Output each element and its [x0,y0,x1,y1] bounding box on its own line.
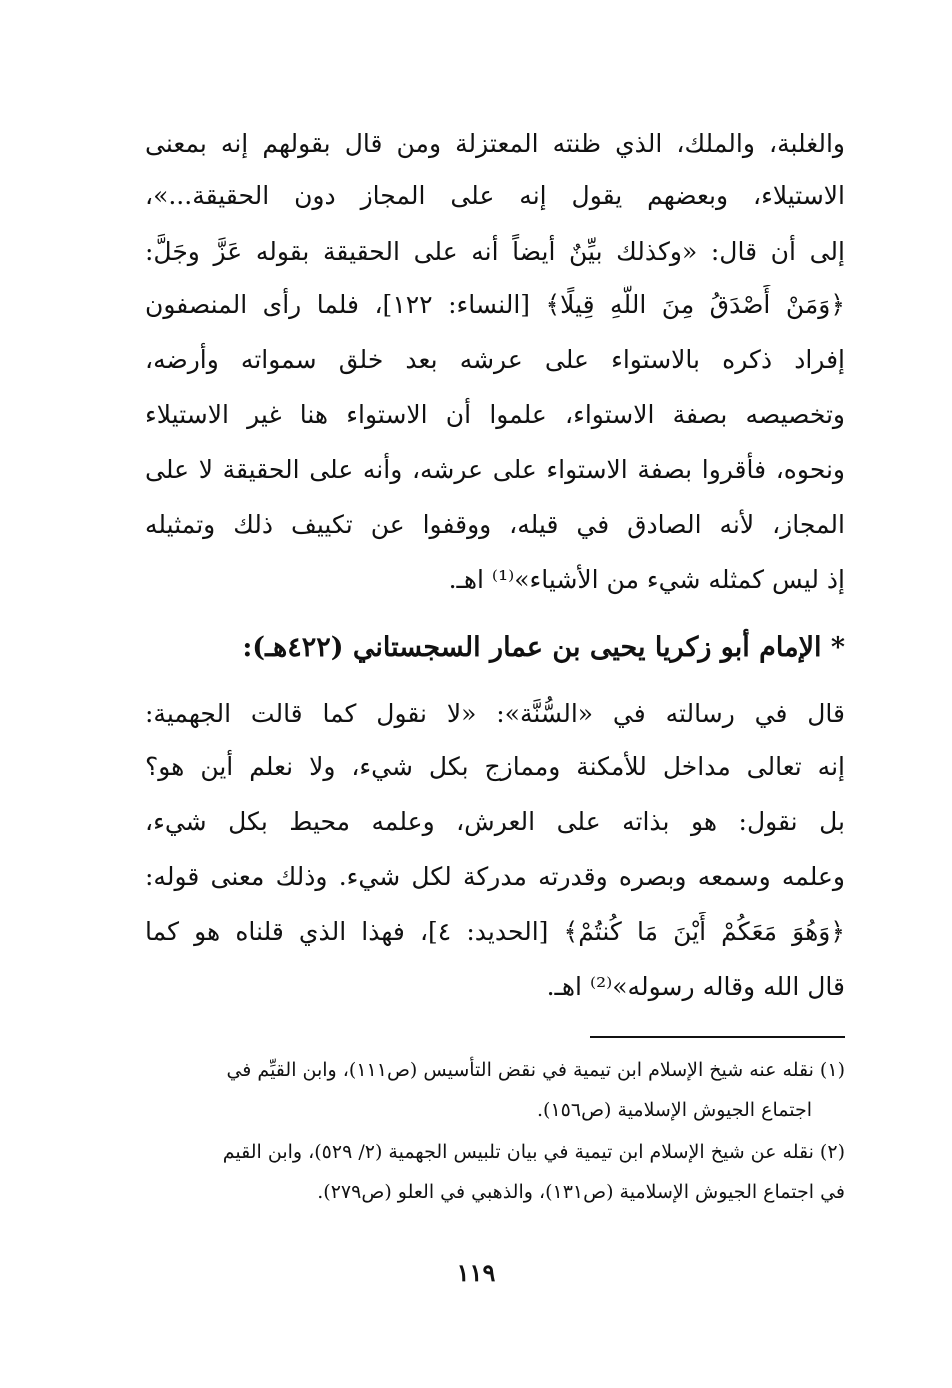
footnote-separator [590,1036,845,1038]
body-line: إلى أن قال: «وكذلك بيِّنٌ أيضاً أنه على الحقيقة بقوله عَزَّ وجَلَّ: [145,237,845,266]
body-line: إنه تعالى مداخل للأمكنة وممازج بكل شيء، ولا نعلم أين هو؟ [145,752,845,781]
footnote-line: (١) نقله عنه شيخ الإسلام ابن تيمية في نقض التأسيس (ص١١١)، وابن القيِّم في [226,1059,845,1081]
body-line: الاستيلاء، وبعضهم يقول إنه على المجاز دون الحقيقة...»، [145,181,845,210]
footnote-line: (٢) نقله عن شيخ الإسلام ابن تيمية في بيان تلبيس الجهمية (٢/ ٥٢٩)، وابن القيم [222,1141,845,1163]
body-line: وعلمه وسمعه وبصره وقدرته مدركة لكل شيء. وذلك معنى قوله: [145,862,845,891]
body-line: وتخصيصه بصفة الاستواء، علموا أن الاستواء هنا غير الاستيلاء [145,400,845,429]
footnote-line: في اجتماع الجيوش الإسلامية (ص١٣١)، والذهبي في العلو (ص٢٧٩). [317,1181,845,1203]
page-number: ١١٩ [456,1258,496,1287]
body-line: قال في رسالته في «السُّنَّة»: «لا نقول كما قالت الجهمية: [145,699,845,728]
body-line: قال الله وقاله رسوله»⁽²⁾ اهـ. [546,972,845,1001]
body-line: بل نقول: هو بذاته على العرش، وعلمه محيط بكل شيء، [145,807,845,836]
body-line: ﴿وَهُوَ مَعَكُمْ أَيْنَ مَا كُنتُمْ﴾ [الحديد: ٤]، فهذا الذي قلناه هو كما [145,917,845,946]
body-line: والغلبة، والملك، الذي ظنته المعتزلة ومن قال بقولهم إنه بمعنى [145,129,845,158]
body-line: إفراد ذكره بالاستواء على عرشه بعد خلق سمواته وأرضه، [145,345,845,374]
body-line: ونحوه، فأقروا بصفة الاستواء على عرشه، وأنه على الحقيقة لا على [145,455,845,484]
section-heading: * الإمام أبو زكريا يحيى بن عمار السجستاني (٤٢٢هـ): [242,632,845,663]
body-line: المجاز، لأنه الصادق في قيله، ووقفوا عن تكييف ذلك وتمثيله [145,510,845,539]
footnote-line: اجتماع الجيوش الإسلامية (ص١٥٦). [537,1099,812,1121]
body-line: إذ ليس كمثله شيء من الأشياء»⁽¹⁾ اهـ. [448,565,845,594]
body-line: ﴿وَمَنْ أَصْدَقُ مِنَ اللَّهِ قِيلًا﴾ [النساء: ١٢٢]، فلما رأى المنصفون [145,290,845,319]
